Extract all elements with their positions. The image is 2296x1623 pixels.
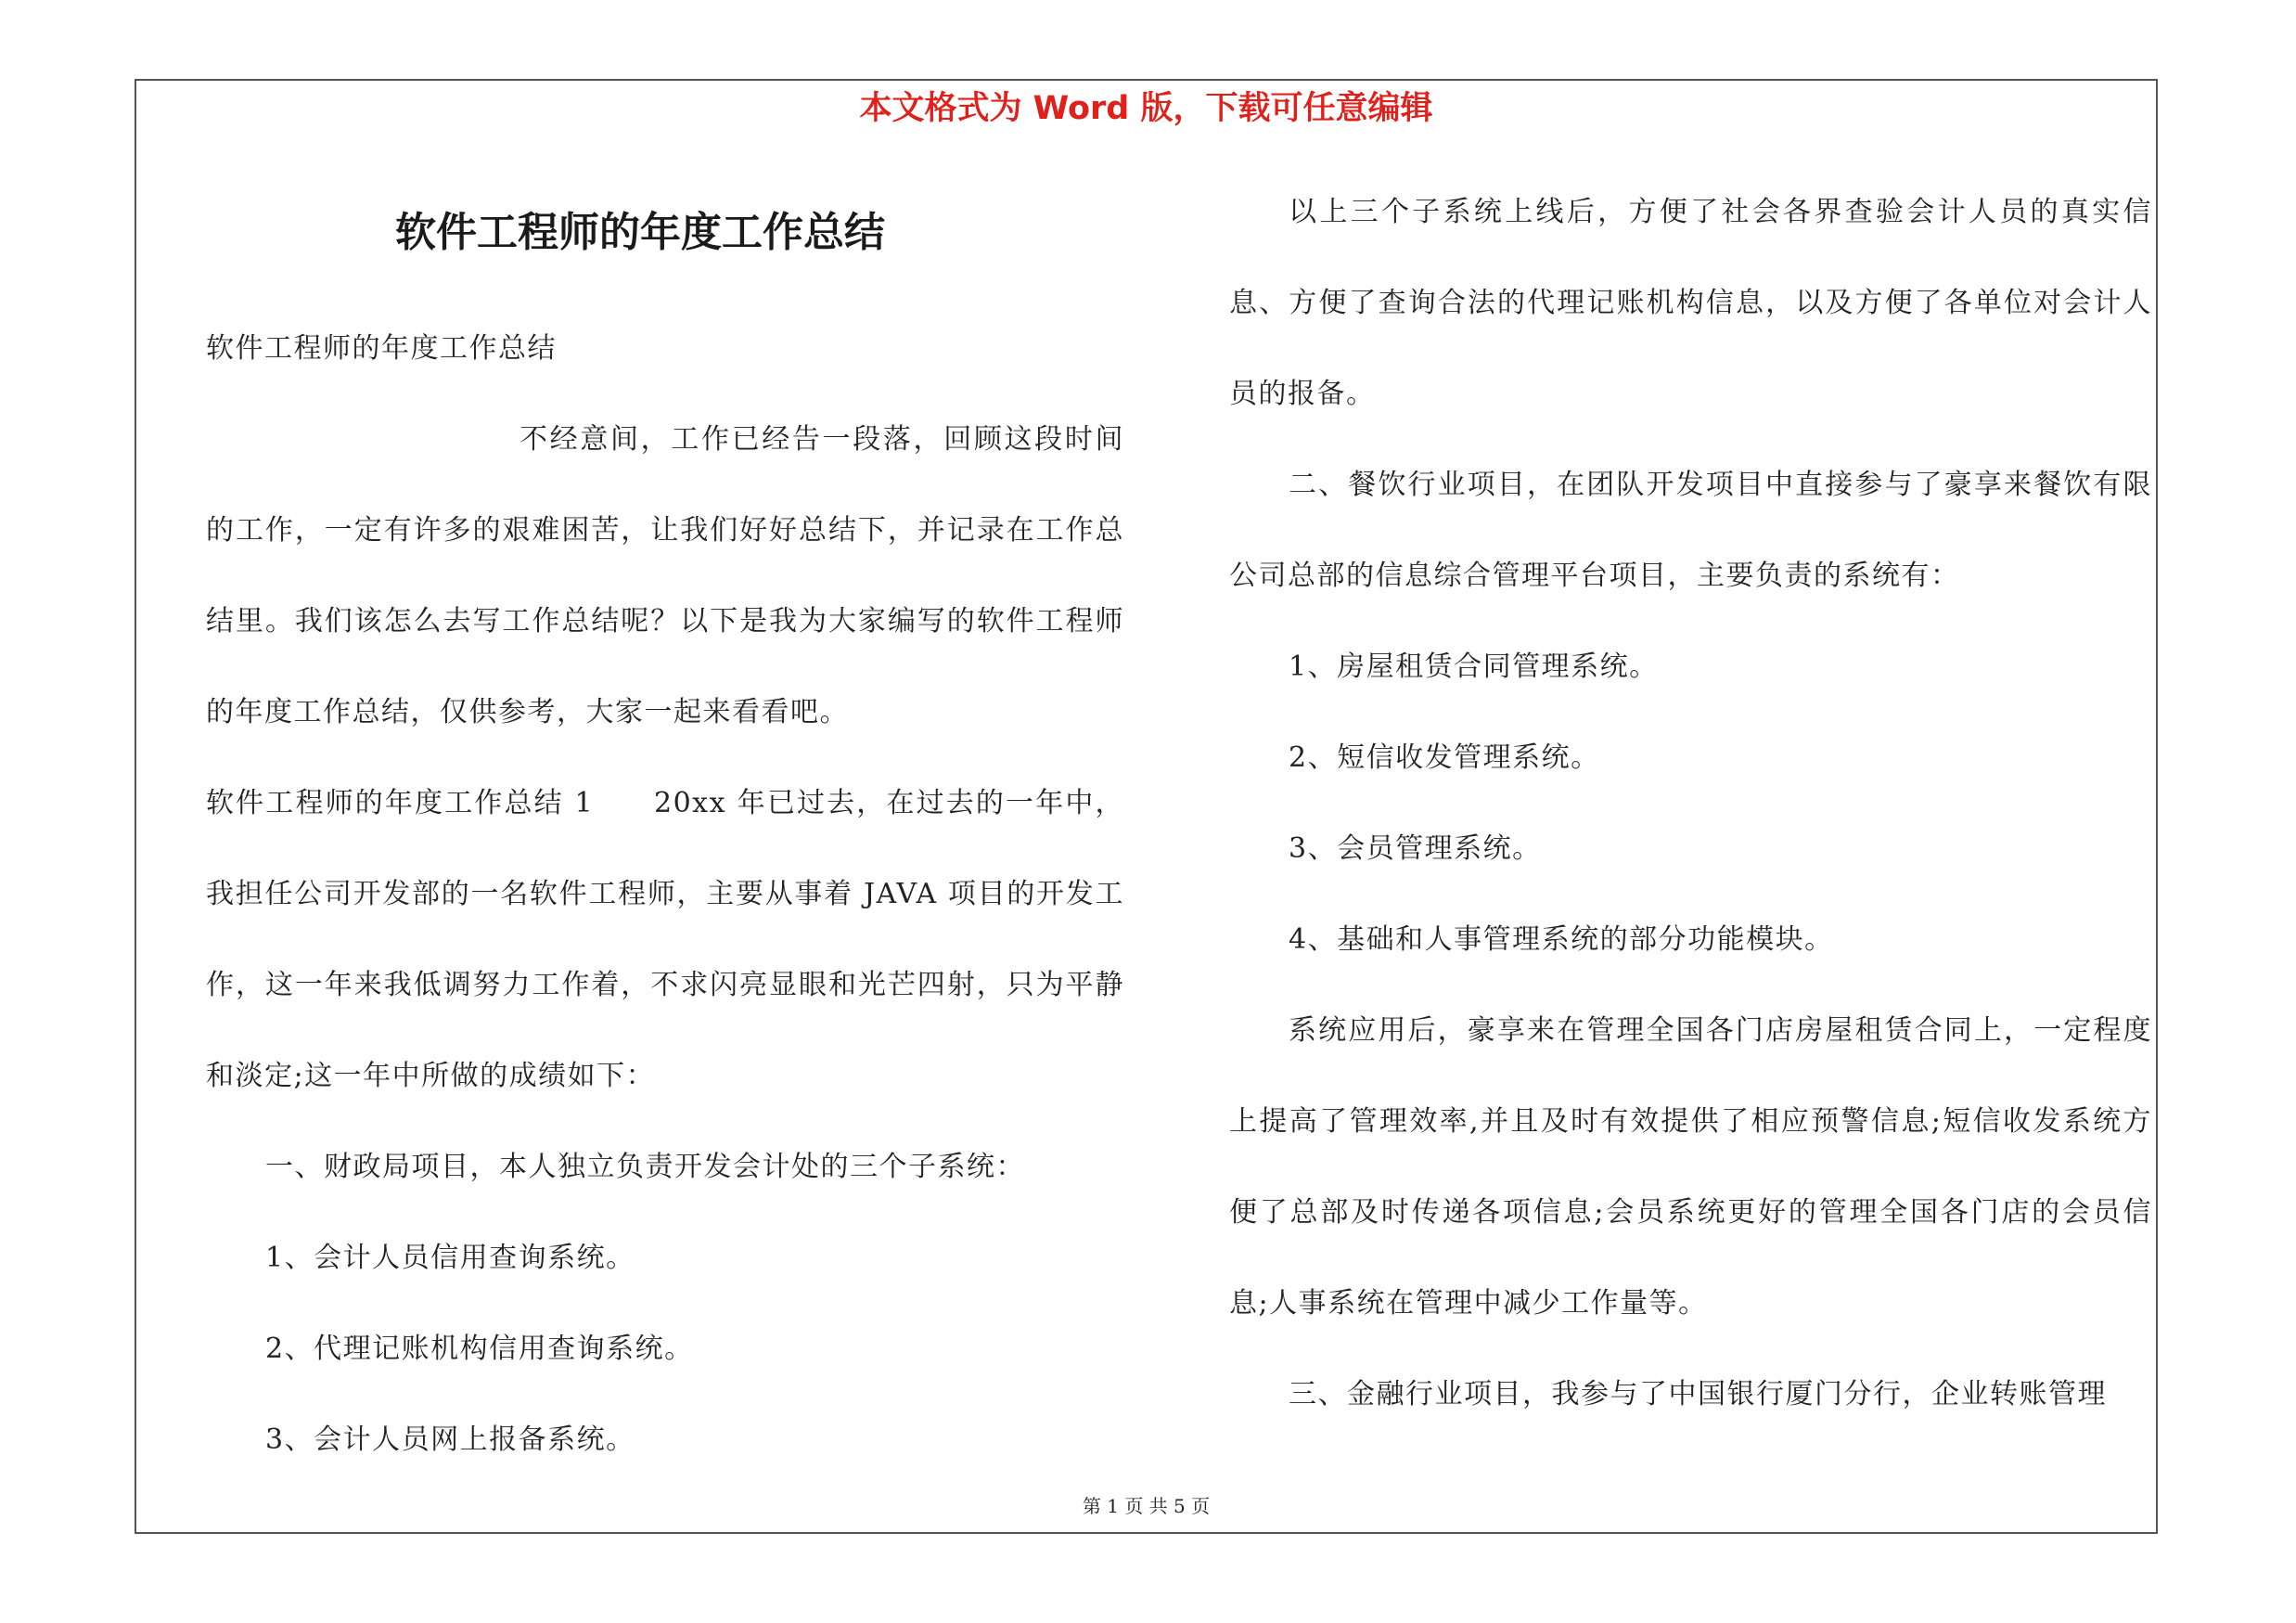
list-item: 1、房屋租赁合同管理系统。 bbox=[1289, 650, 1659, 683]
list-item: 4、基础和人事管理系统的部分功能模块。 bbox=[1289, 923, 1834, 956]
right-column bbox=[1229, 167, 2152, 1440]
summary-one-paragraph: 软件工程师的年度工作总结 1 20xx 年已过去，在过去的一年中，我担任公司开发部的一名软件工程师，主要从事着 JAVA 项目的开发工作，这一年来我低调努力工作着，不求闪亮显眼和光芒四射，只为平静和淡定;这一年中所做的成绩如下： bbox=[206, 787, 1124, 1092]
document-title: 软件工程师的年度工作总结 bbox=[395, 209, 885, 256]
section-two-heading: 二、餐饮行业项目，在团队开发项目中直接参与了豪享来餐饮有限公司总部的信息综合管理平台项目，主要负责的系统有： bbox=[1229, 469, 2152, 592]
subtitle-paragraph: 软件工程师的年度工作总结 bbox=[206, 332, 557, 365]
page-number: 第 1 页 共 5 页 bbox=[1082, 1495, 1211, 1517]
section-three-heading: 三、金融行业项目，我参与了中国银行厦门分行，企业转账管理 bbox=[1289, 1378, 2107, 1410]
list-item: 3、会计人员网上报备系统。 bbox=[265, 1423, 635, 1456]
list-item: 2、代理记账机构信用查询系统。 bbox=[265, 1333, 694, 1365]
left-column bbox=[206, 303, 1124, 1486]
word-format-banner: 本文格式为 Word 版，下载可任意编辑 bbox=[859, 90, 1433, 127]
list-item: 3、会员管理系统。 bbox=[1289, 832, 1542, 865]
section-one-heading: 一、财政局项目，本人独立负责开发会计处的三个子系统： bbox=[265, 1151, 1025, 1183]
body-paragraph: 系统应用后，豪享来在管理全国各门店房屋租赁合同上，一定程度上提高了管理效率,并且及时有效提供了相应预警信息;短信收发系统方便了总部及时传递各项信息;会员系统更好的管理全国各门店的会员信息;人事系统在管理中减少工作量等。 bbox=[1229, 1014, 2152, 1320]
list-item: 2、短信收发管理系统。 bbox=[1289, 741, 1600, 774]
intro-paragraph: 不经意间，工作已经告一段落，回顾这段时间的工作，一定有许多的艰难困苦，让我们好好总结下，并记录在工作总结里。我们该怎么去写工作总结呢？以下是我为大家编写的软件工程师的年度工作总结，仅供参考，大家一起来看看吧。 bbox=[206, 423, 1124, 728]
list-item: 1、会计人员信用查询系统。 bbox=[265, 1242, 635, 1274]
body-paragraph: 以上三个子系统上线后，方便了社会各界查验会计人员的真实信息、方便了查询合法的代理记账机构信息，以及方便了各单位对会计人员的报备。 bbox=[1229, 196, 2152, 410]
